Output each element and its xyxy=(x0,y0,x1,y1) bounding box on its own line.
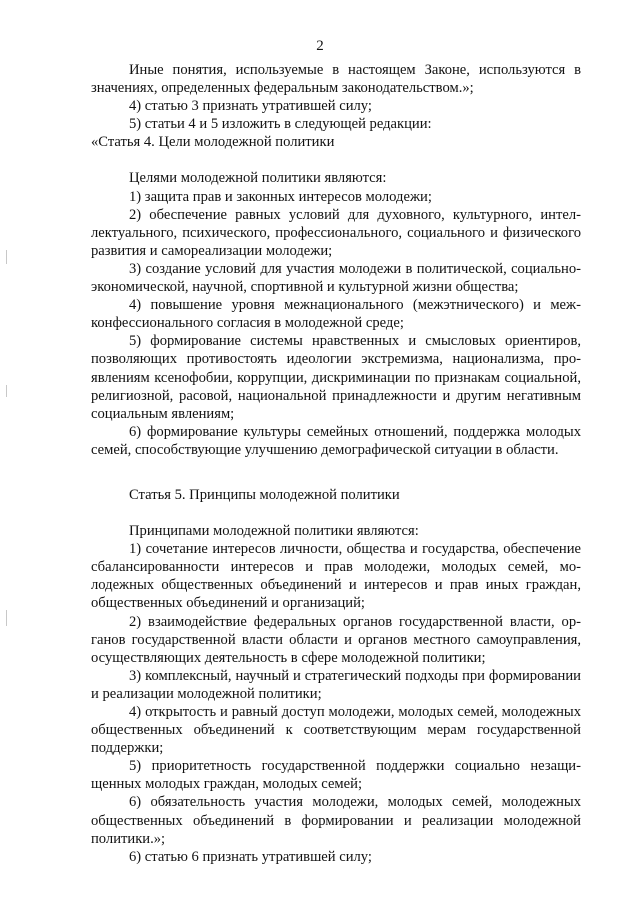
article-4-heading: «Статья 4. Цели молодежной политики xyxy=(91,134,335,151)
paragraph: 5) статьи 4 и 5 изложить в следующей редакции: xyxy=(129,116,432,133)
list-item: 3) создание условий для участия молодежи в политической, социально-экономической, научной, спортивной и культурной жизни общества; xyxy=(91,260,581,296)
scan-edge-mark xyxy=(6,610,7,626)
list-item: 1) сочетание интересов личности, общества и государства, обеспечение сбалансированности интересов и прав молодежи, молодых семей, молодежных общественных объединений и интересов и прав иных граждан, общественных объединений и организаций; xyxy=(91,541,581,612)
list-item: 5) формирование системы нравственных и смысловых ориентиров, позволяющих противостоять идеологии экстремизма, национализма, проявлениям ксенофобии, коррупции, дискриминации по признакам социальной, религиозной, расовой, национальной принадлежности и другим негативным социальным явлениям; xyxy=(91,333,581,422)
paragraph: Принципами молодежной политики являются: xyxy=(129,523,419,540)
document-body xyxy=(91,61,581,866)
page-number: 2 xyxy=(316,38,324,54)
paragraph: 4) статью 3 признать утратившей силу; xyxy=(129,98,372,115)
list-item: 6) обязательность участия молодежи, молодых семей, молодежных общественных объединений в формировании и реализации молодежной политики.»; xyxy=(91,794,581,847)
list-item: 5) приоритетность государственной поддержки социально незащищенных молодых граждан, молодых семей; xyxy=(91,758,581,793)
list-item: 2) обеспечение равных условий для духовного, культурного, интеллектуального, психического, профессионального, социального и физического развития и самореализации молодежи; xyxy=(91,206,581,259)
list-item: 4) открытость и равный доступ молодежи, молодых семей, молодежных общественных объединений к соответствующим мерам государственной поддержки; xyxy=(91,704,581,757)
scan-edge-mark xyxy=(6,385,7,397)
list-item: 2) взаимодействие федеральных органов государственной власти, органов государственной власти области и органов местного самоуправления, осуществляющих деятельность в сфере молодежной политики; xyxy=(91,613,581,666)
article-5-heading: Статья 5. Принципы молодежной политики xyxy=(129,486,400,503)
list-item: 3) комплексный, научный и стратегический подходы при формировании и реализации молодежной политики; xyxy=(91,667,581,702)
scan-edge-mark xyxy=(6,250,7,264)
paragraph: 6) статью 6 признать утратившей силу; xyxy=(129,848,372,865)
list-item: 6) формирование культуры семейных отношений, поддержка молодых семей, способствующие улучшению демографической ситуации в области. xyxy=(91,423,581,458)
list-item: 4) повышение уровня межнационального (межэтнического) и межконфессионального согласия в молодежной среде; xyxy=(91,297,581,332)
paragraph: Иные понятия, используемые в настоящем Законе, используются в значениях, определенных федеральным законодательством.»; xyxy=(91,62,581,97)
list-item: 1) защита прав и законных интересов молодежи; xyxy=(129,188,432,205)
paragraph: Целями молодежной политики являются: xyxy=(129,170,387,187)
